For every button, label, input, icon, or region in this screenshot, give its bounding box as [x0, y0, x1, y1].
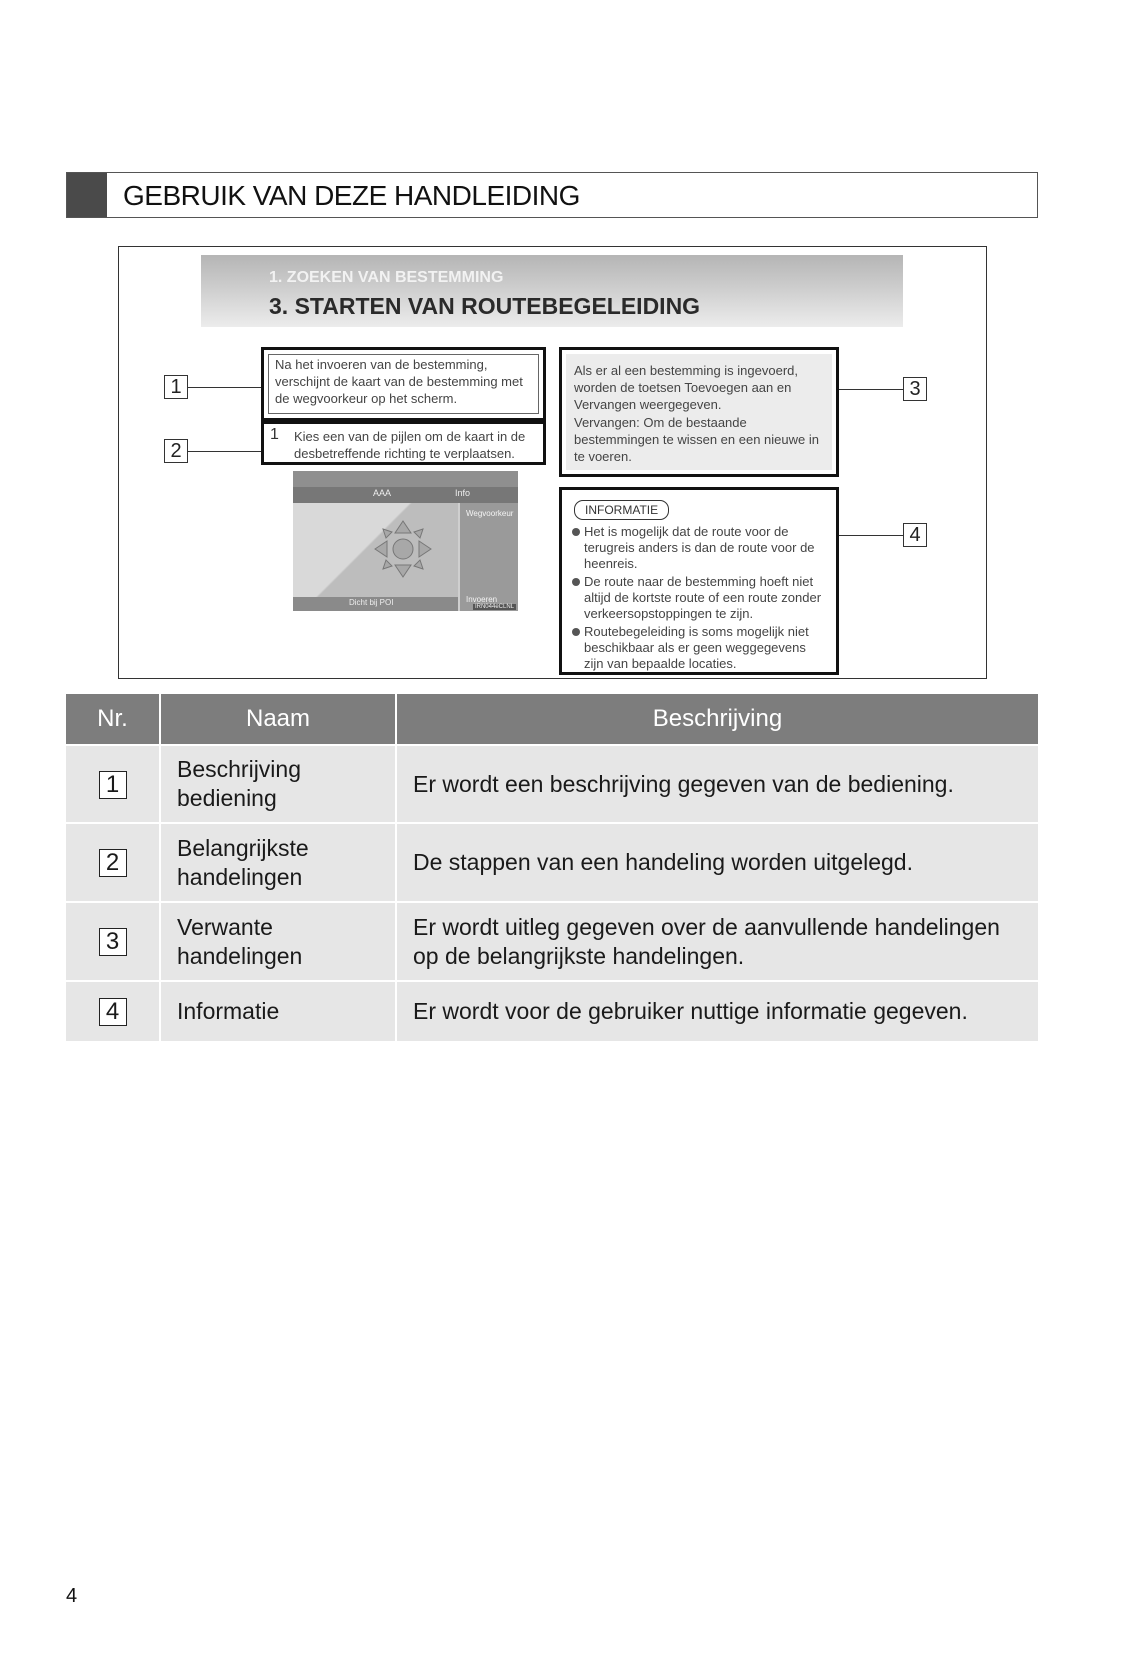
table-row [66, 902, 1038, 981]
related-text-1: Als er al een bestemming is ingevoerd, worden de toetsen Toevoegen aan en Vervangen weergegeven. [574, 363, 799, 412]
information-badge: INFORMATIE [574, 500, 669, 520]
row-description: Er wordt voor de gebruiker nuttige informatie gegeven. [396, 981, 1038, 1041]
callout-4: 4 [903, 523, 927, 547]
callout-2-leader [188, 451, 261, 452]
section-title-bar [66, 172, 1038, 218]
figure-header-main: 3. STARTEN VAN ROUTEBEGELEIDING [269, 293, 701, 319]
screen-code: IRN044eCLNL [474, 604, 514, 610]
callout-4-leader [839, 535, 903, 536]
row-name: Verwante handelingen [160, 902, 396, 981]
row-name: Informatie [160, 981, 396, 1041]
screen-enter-button: Invoeren [466, 595, 498, 604]
screen-top-label: AAA [373, 488, 392, 498]
navigation-screen [293, 471, 518, 611]
callout-3-leader [839, 389, 903, 390]
row-number: 3 [99, 928, 127, 956]
step-box [261, 421, 546, 465]
callout-1: 1 [164, 375, 188, 399]
callout-1-leader [188, 387, 261, 388]
figure-header [201, 255, 903, 327]
row-description: De stappen van een handeling worden uitgelegd. [396, 823, 1038, 902]
row-description: Er wordt een beschrijving gegeven van de bediening. [396, 745, 1038, 823]
screen-bottom-button: Dicht bij POI [349, 598, 394, 607]
example-figure [118, 246, 987, 679]
screen-info-button: Info [455, 488, 471, 498]
information-box: INFORMATIE Het is mogelijk dat de route voor de terugreis anders is dan de route voor de heenreis. De route naar de bestemming hoeft niet altijd de kortste route of een route zonder verkeersopstoppingen te zijn. Routebegeleiding is soms mogelijk niet beschikbaar als er geen weggegevens zijn van bepaalde locaties. [559, 487, 839, 675]
row-number: 1 [99, 771, 127, 799]
row-number: 4 [99, 998, 127, 1026]
callout-2: 2 [164, 439, 188, 463]
row-name: Belangrijkste handelingen [160, 823, 396, 902]
related-box [559, 347, 839, 477]
related-text-2: Vervangen: Om de bestaande bestemmingen te wissen en een nieuwe in te voeren. [574, 415, 819, 464]
description-box [261, 347, 546, 421]
header-naam: Naam [160, 694, 396, 745]
callout-3: 3 [903, 377, 927, 401]
map-area [293, 503, 458, 597]
table-row [66, 823, 1038, 902]
header-beschrijving: Beschrijving [396, 694, 1038, 745]
table-row [66, 981, 1038, 1041]
row-name: Beschrijving bediening [160, 745, 396, 823]
screen-side-button: Wegvoorkeur [466, 509, 514, 518]
section-title: GEBRUIK VAN DEZE HANDLEIDING [123, 180, 580, 211]
row-number: 2 [99, 849, 127, 877]
description-text: Na het invoeren van de bestemming, verschijnt de kaart van de bestemming met de wegvoorkeur op het scherm. [275, 357, 523, 406]
row-description: Er wordt uitleg gegeven over de aanvullende handelingen op de belangrijkste handelingen. [396, 902, 1038, 981]
section-marker [67, 173, 107, 217]
table-header-row [66, 694, 1038, 745]
arrow-pad-icon [293, 503, 458, 597]
step-number: 1 [270, 426, 279, 443]
legend-table [66, 694, 1038, 1041]
table-row [66, 745, 1038, 823]
page-number: 4 [66, 1585, 78, 1607]
step-text: Kies een van de pijlen om de kaart in de desbetreffende richting te verplaatsen. [294, 429, 526, 461]
figure-header-sub: 1. ZOEKEN VAN BESTEMMING [269, 269, 504, 286]
header-nr: Nr. [66, 694, 160, 745]
